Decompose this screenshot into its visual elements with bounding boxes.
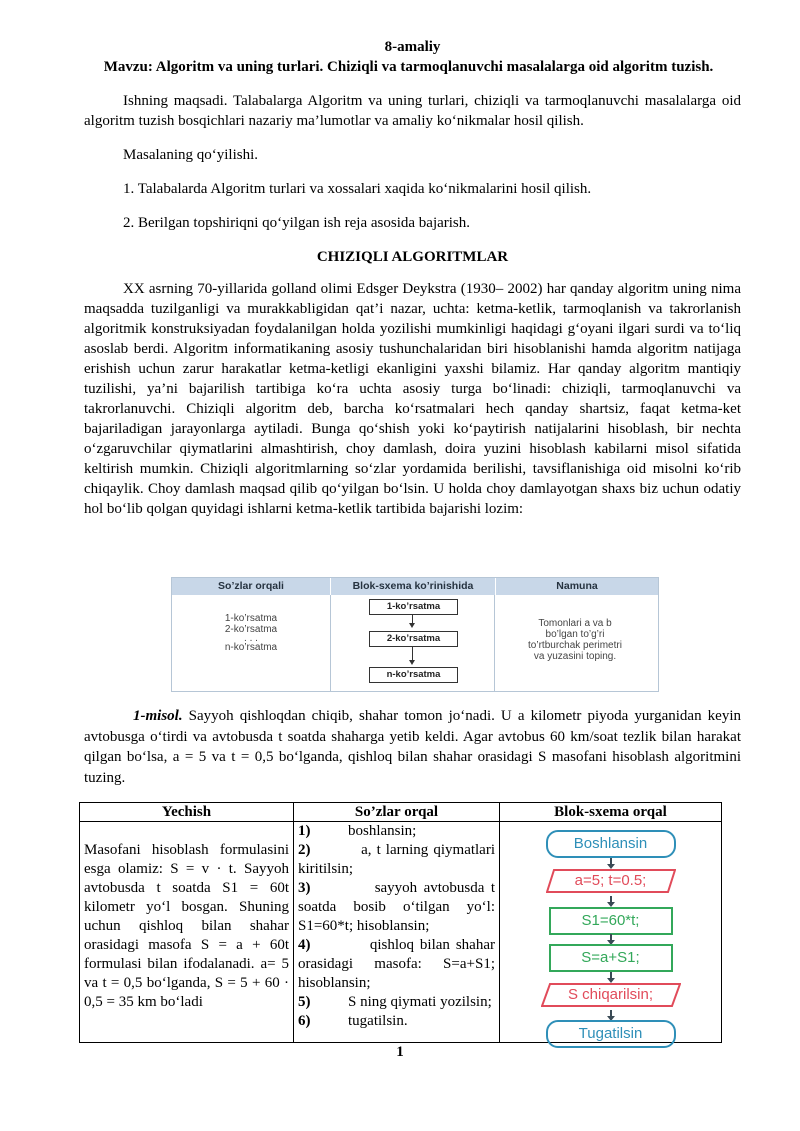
flowchart-cell — [500, 822, 722, 1043]
page-number: 1 — [396, 1044, 404, 1060]
section-heading: CHIZIQLI ALGORITMLAR — [316, 249, 509, 265]
example-1-text: Sayyoh qishloqdan chiqib, shahar tomon jo‘nadi. U a kilometr piyoda yurganidan keyin avtobusga o‘tirdi va avtobusda t soatda shaharga yetib keldi. Agar avtobus 60 km/soat tezlik bilan harakat qilgan bo‘lsa, a = 5 va t = 0,5 bo‘lganda, qishloq bilan shahar orasidagi S masofani hisoblash algoritmini tuzing. — [84, 708, 741, 786]
step-2 — [298, 841, 495, 879]
figure-header-words: So’zlar orqali — [172, 578, 331, 595]
table-header-words: So’zlar orqal — [294, 803, 500, 822]
solution-cell: Masofani hisoblash formulasini esga olamiz: S = v · t. Sayyoh avtobusda t soatda S1 = 60t kilometr yo‘l bosgan. Shuning uchun qishloq bilan shahar orasidagi masofa S = a + 60t formulasi bilan ifodalanadi. a= 5 va t = 0,5 bo‘lganda, S = 5 + 60 · 0,5 = 35 km bo‘ladi — [80, 822, 294, 1043]
table-header-flowchart: Blok-sxema orqal — [500, 803, 722, 822]
example-line-2: bo’lgan to’g’ri — [545, 629, 605, 640]
flowchart-process-2: S=a+S1; — [549, 944, 673, 972]
practical-number: 8-amaliy — [384, 39, 441, 55]
flowchart-arrow-3 — [610, 934, 612, 942]
figure-header — [172, 578, 658, 595]
example-1-paragraph — [84, 706, 741, 788]
flowchart-input-text: a=5; t=0.5; — [574, 872, 647, 889]
word-step-1: 1-ko’rsatma — [224, 613, 278, 624]
task-item-2: 2. Berilgan topshiriqni qo‘yilgan ish reja asosida bajarish. — [123, 215, 471, 231]
step-3 — [298, 879, 495, 936]
task-heading: Masalaning qo‘yilishi. — [123, 147, 258, 163]
step-5-num: 5) — [298, 994, 311, 1010]
step-1-text: boshlansin; — [348, 823, 417, 839]
figure-header-blocks: Blok-sxema ko’rinishida — [331, 578, 496, 595]
flowchart-arrow-2 — [610, 896, 612, 904]
flowchart-input — [546, 869, 676, 893]
flowchart-start: Boshlansin — [546, 830, 676, 858]
flowchart — [504, 822, 717, 1042]
step-1-num: 1) — [298, 823, 311, 839]
flowchart-arrow-4 — [610, 972, 612, 980]
flowchart-arrow-1 — [610, 858, 612, 866]
example-line-3: to’rtburchak perimetri — [528, 640, 622, 651]
flow-block-1: 1-ko’rsatma — [369, 599, 458, 615]
figure-body — [172, 595, 658, 691]
flow-arrow-2 — [412, 646, 413, 663]
word-step-n: n-ko’rsatma — [224, 642, 278, 653]
example-1-label: 1-misol. — [133, 708, 183, 724]
example-line-1: Tomonlari a va b — [538, 618, 612, 629]
example-line-4: va yuzasini toping. — [533, 651, 617, 662]
table-header-row — [80, 803, 722, 822]
step-4-num: 4) — [298, 937, 311, 953]
figure-example-text — [494, 618, 656, 662]
linear-algorithm-figure — [171, 577, 659, 692]
step-1 — [298, 822, 495, 841]
steps-cell — [294, 822, 500, 1043]
step-6 — [298, 1012, 495, 1031]
flowchart-process-1: S1=60*t; — [549, 907, 673, 935]
word-step-2: 2-ko’rsatma — [224, 624, 278, 635]
table-row — [80, 822, 722, 1043]
topic-title: Mavzu: Algoritm va uning turlari. Chiziqli va tarmoqlanuvchi masalalarga oid algoritm tuzish. — [103, 59, 714, 75]
step-5 — [298, 993, 495, 1012]
flow-block-n: n-ko’rsatma — [369, 667, 458, 683]
figure-words-list — [172, 613, 330, 653]
step-4 — [298, 936, 495, 993]
figure-header-example: Namuna — [556, 580, 598, 592]
document-page — [84, 38, 741, 519]
goal-paragraph: Ishning maqsadi. Talabalarga Algoritm va uning turlari, chiziqli va tarmoqlanuvchi masalalarga oid algoritm tuzish bosqichlari nazariy ma’lumotlar va amaliy ko‘nikmalar hosil qilish. — [84, 93, 741, 129]
step-5-text: S ning qiymati yozilsin; — [348, 994, 492, 1010]
task-item-1: 1. Talabalarda Algoritm turlari va xossalari xaqida ko‘nikmalarini hosil qilish. — [123, 181, 592, 197]
table-header-solution: Yechish — [80, 803, 294, 822]
flowchart-arrow-5 — [610, 1010, 612, 1018]
step-3-num: 3) — [298, 880, 311, 896]
section-body: XX asrning 70-yillarida golland olimi Edsger Deykstra (1930– 2002) har qanday algoritm uning nima maqsadda tuzilganligi va murakkabligidan qat’i nazar, uchta: ketma-ketlik, tarmoqlanish va takrorlanish algoritmik konstruksiyadan foydalanilgan holda yozilishi mumkinligi haqidagi g‘oyani ilgari surdi va to‘liq asoslab berdi. Algoritm informatikaning asosiy tushunchalaridan biri hisoblanishi hamda algoritm natijaga erishish uchun zarur harakatlar ketma-ketligi ekanligini yaxshi bilamiz. Har qanday algoritm mantiqiy tuzilishi, ya’ni bajarilish tartibiga ko‘ra uchta asosiy turga bo‘linadi: chiziqli, tarmoqlanuvchi va takrorlanuvchi. Chiziqli algoritm deb, barcha ko‘rsatmalari hech qanday shartsiz, faqat ketma-ket bajariladigan jarayonlarga aytiladi. Bunga qo‘shish yoki ko‘paytirish natijalarini hisoblash, bir nechta o‘zgaruvchilar qiymatlarini almashtirish, choy damlash, doira yuzini hisoblash kabilarni misol sifatida keltirish mumkin. Chiziqli algoritmlarning so‘zlar yordamida berilishi, tavsiflanishiga oid misolni ko‘rib chiqaylik. Choy damlash maqsad qilib qo‘yilgan bo‘lsin. U holda choy damlayotgan shaxs biz uchun odatiy hol bo‘lib qolgan quyidagi ishlarni ketma-ketlik tartibida bajarishi lozim: — [84, 281, 741, 517]
step-3-text: sayyoh avtobusda t soatda bosib o‘tilgan yo‘l: S1=60*t; hisoblansin; — [298, 880, 496, 934]
word-ellipsis: . . . — [244, 633, 258, 644]
step-2-num: 2) — [298, 842, 311, 858]
step-6-text: tugatilsin. — [348, 1013, 408, 1029]
step-2-text: a, t larning qiymatlari kiritilsin; — [298, 842, 496, 877]
flow-block-2: 2-ko’rsatma — [369, 631, 458, 647]
flowchart-output-text: S chiqarilsin; — [567, 986, 654, 1003]
flowchart-output — [541, 983, 681, 1007]
solution-table — [79, 802, 722, 1043]
flow-arrow-1 — [412, 614, 413, 626]
step-4-text: qishloq bilan shahar orasidagi masofa: S=a+S1; hisoblansin; — [298, 937, 495, 991]
step-6-num: 6) — [298, 1013, 311, 1029]
flowchart-end: Tugatilsin — [546, 1020, 676, 1048]
